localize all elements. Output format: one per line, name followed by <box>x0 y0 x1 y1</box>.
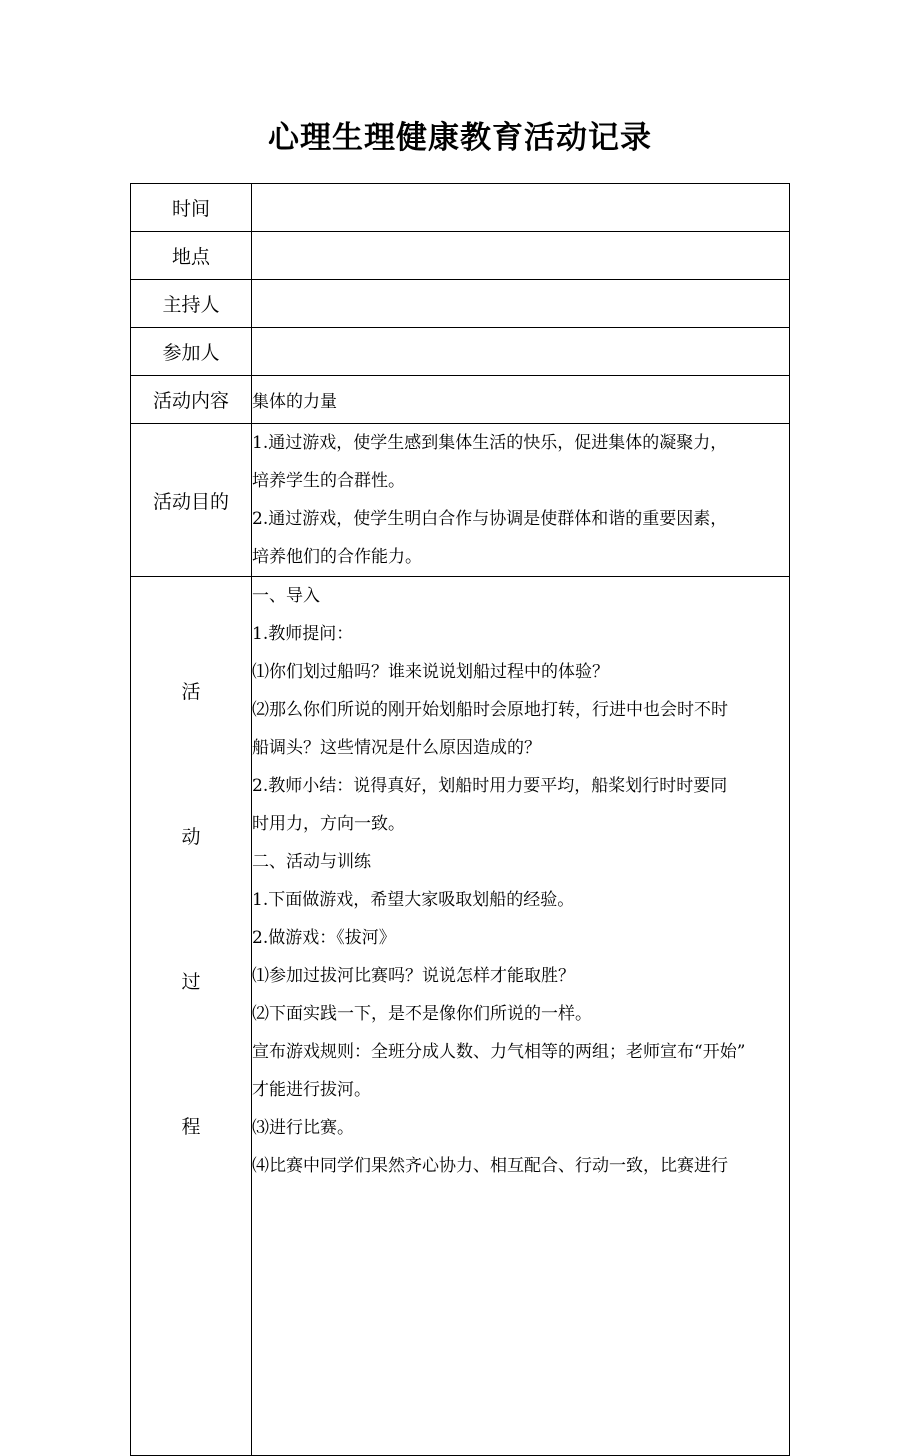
process-line: 2.做游戏：《拔河》 <box>252 928 396 948</box>
content-label: 活动内容 <box>131 376 252 424</box>
row-host <box>131 280 790 328</box>
place-value[interactable] <box>252 232 790 280</box>
process-line: ⑵下面实践一下，是不是像你们所说的一样。 <box>252 1004 592 1024</box>
row-content <box>131 376 790 424</box>
host-value[interactable] <box>252 280 790 328</box>
row-goal <box>131 424 790 577</box>
host-label: 主持人 <box>131 280 252 328</box>
participants-label: 参加人 <box>131 328 252 376</box>
content-value[interactable]: 集体的力量 <box>252 376 790 424</box>
row-participants <box>131 328 790 376</box>
process-text[interactable] <box>252 577 790 1456</box>
participants-value[interactable] <box>252 328 790 376</box>
goal-text[interactable] <box>252 424 790 577</box>
process-line: ⑴你们划过船吗？谁来说说划船过程中的体验？ <box>252 662 609 682</box>
process-line: 才能进行拔河。 <box>252 1080 371 1100</box>
process-line: 时用力，方向一致。 <box>252 814 405 834</box>
time-value[interactable] <box>252 184 790 232</box>
process-line: 二、活动与训练 <box>252 852 371 872</box>
process-line: 宣布游戏规则：全班分成人数、力气相等的两组；老师宣布“开始” <box>252 1042 746 1062</box>
process-label <box>131 577 252 1456</box>
process-label-char: 动 <box>181 826 201 848</box>
process-line: 一、导入 <box>252 586 320 606</box>
goal-line: 1.通过游戏，使学生感到集体生活的快乐，促进集体的凝聚力， <box>252 433 728 453</box>
process-line: 船调头？这些情况是什么原因造成的？ <box>252 738 541 758</box>
goal-line: 培养学生的合群性。 <box>252 471 405 491</box>
process-label-char: 过 <box>181 971 201 993</box>
row-place <box>131 232 790 280</box>
process-label-char: 程 <box>181 1116 201 1138</box>
activity-record-table <box>130 183 790 1456</box>
row-time <box>131 184 790 232</box>
process-line: ⑷比赛中同学们果然齐心协力、相互配合、行动一致，比赛进行 <box>252 1156 728 1176</box>
process-line: ⑵那么你们所说的刚开始划船时会原地打转，行进中也会时不时 <box>252 700 728 720</box>
process-line: ⑴参加过拔河比赛吗？说说怎样才能取胜？ <box>252 966 575 986</box>
process-line: 1.教师提问： <box>252 624 354 644</box>
row-process <box>131 577 790 1456</box>
goal-line: 培养他们的合作能力。 <box>252 547 422 567</box>
goal-label: 活动目的 <box>131 424 252 577</box>
time-label: 时间 <box>131 184 252 232</box>
process-label-char: 活 <box>181 681 201 703</box>
process-line: ⑶进行比赛。 <box>252 1118 354 1138</box>
goal-line: 2.通过游戏，使学生明白合作与协调是使群体和谐的重要因素， <box>252 509 728 529</box>
process-line: 1.下面做游戏，希望大家吸取划船的经验。 <box>252 890 575 910</box>
place-label: 地点 <box>131 232 252 280</box>
process-line: 2.教师小结：说得真好，划船时用力要平均，船桨划行时时要同 <box>252 776 728 796</box>
page-title: 心理生理健康教育活动记录 <box>268 120 652 156</box>
